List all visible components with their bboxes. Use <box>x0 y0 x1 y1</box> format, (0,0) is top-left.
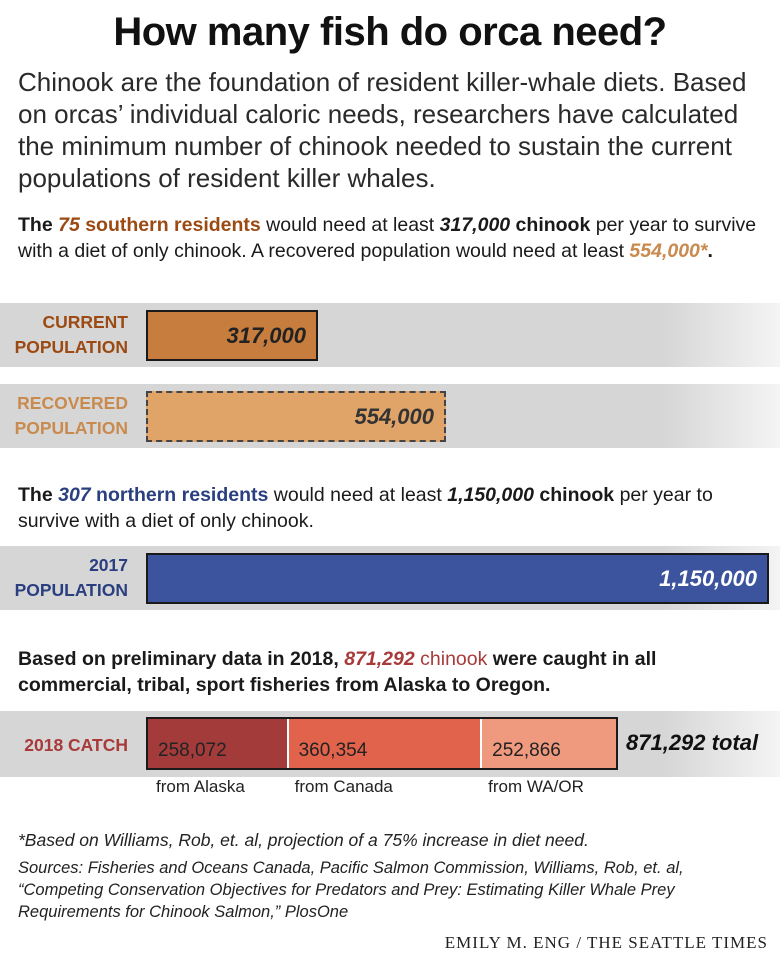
northern-text-3: per year to survive with a diet of only chinook. <box>18 484 713 532</box>
northern-text-2: would need at least <box>268 484 448 506</box>
y2017-label <box>0 553 128 603</box>
northern-count: 307 <box>58 484 91 506</box>
recovered-label-line1: RECOVERED <box>17 393 128 413</box>
southern-text-1: The <box>18 214 59 236</box>
northern-amount: 1,150,000 <box>447 484 534 506</box>
catch-total: 871,292 total <box>626 730 759 755</box>
bar-recovered-value: 554,000 <box>354 403 434 429</box>
catch-amount: 871,292 <box>344 648 415 670</box>
sources: Sources: Fisheries and Oceans Canada, Pacific Salmon Commission, Williams, Rob, et. al, “Competing Conservation Objectives for Predators and Prey: Estimating Killer Whale Prey Requirements for Chinook Salmon,” PlosOne <box>18 859 684 921</box>
catch-paragraph <box>18 646 768 698</box>
bar-2018-catch <box>146 717 618 770</box>
intro-paragraph: Chinook are the foundation of resident killer-whale diets. Based on orcas’ individual caloric needs, researchers have calculated the minimum number of chinook needed to sustain the current populations of resident killer whales. <box>18 67 747 193</box>
southern-text-3: per year to survive with a diet of only chinook. A recovered population would need at least <box>18 214 757 262</box>
catch-value-canada: 360,354 <box>298 740 368 761</box>
recovered-label <box>0 391 128 441</box>
southern-recovered: 554,000* <box>629 240 708 262</box>
bar-2017-population <box>146 553 769 604</box>
southern-amount: 317,000 <box>439 214 511 236</box>
bar-current-value: 317,000 <box>226 322 306 348</box>
current-label-line2: POPULATION <box>14 337 128 357</box>
catch-value-alaska: 258,072 <box>158 740 227 761</box>
y2017-label-line1: 2017 <box>89 555 128 575</box>
credit: EMILY M. ENG / THE SEATTLE TIMES <box>444 933 768 952</box>
catch-value-waor: 252,866 <box>492 740 561 761</box>
southern-text-2: would need at least <box>260 214 440 236</box>
y2017-label-line2: POPULATION <box>14 580 128 600</box>
bar-recovered-population <box>146 391 446 442</box>
catch-text-1: Based on preliminary data in 2018, <box>18 648 345 670</box>
northern-paragraph <box>18 482 768 534</box>
chart-title: How many fish do orca need? <box>113 10 667 54</box>
catch-segment-waor <box>480 719 616 768</box>
current-label-line1: CURRENT <box>42 312 128 332</box>
catch-segment-alaska <box>148 719 287 768</box>
southern-count: 75 <box>58 214 80 236</box>
northern-group: northern residents <box>90 484 269 506</box>
northern-text-1: The <box>18 484 59 506</box>
southern-unit: chinook <box>510 214 591 236</box>
source-label-canada: from Canada <box>294 777 393 796</box>
southern-paragraph <box>18 212 768 264</box>
northern-unit: chinook <box>533 484 615 506</box>
catch-text-2: were caught in all commercial, tribal, sport fisheries from Alaska to Oregon. <box>18 648 657 696</box>
catch-unit: chinook <box>414 648 488 670</box>
southern-text-4: . <box>707 240 713 262</box>
source-label-alaska: from Alaska <box>156 777 245 796</box>
bar-2017-value: 1,150,000 <box>659 565 757 591</box>
catch-segment-canada <box>287 719 481 768</box>
bar-current-population <box>146 310 318 361</box>
current-label <box>0 310 128 360</box>
footnote: *Based on Williams, Rob, et. al, projection of a 75% increase in diet need. <box>18 830 589 850</box>
recovered-label-line2: POPULATION <box>14 418 128 438</box>
catch-label: 2018 CATCH <box>24 735 128 755</box>
southern-group: southern residents <box>79 214 261 236</box>
source-label-waor: from WA/OR <box>488 777 584 796</box>
